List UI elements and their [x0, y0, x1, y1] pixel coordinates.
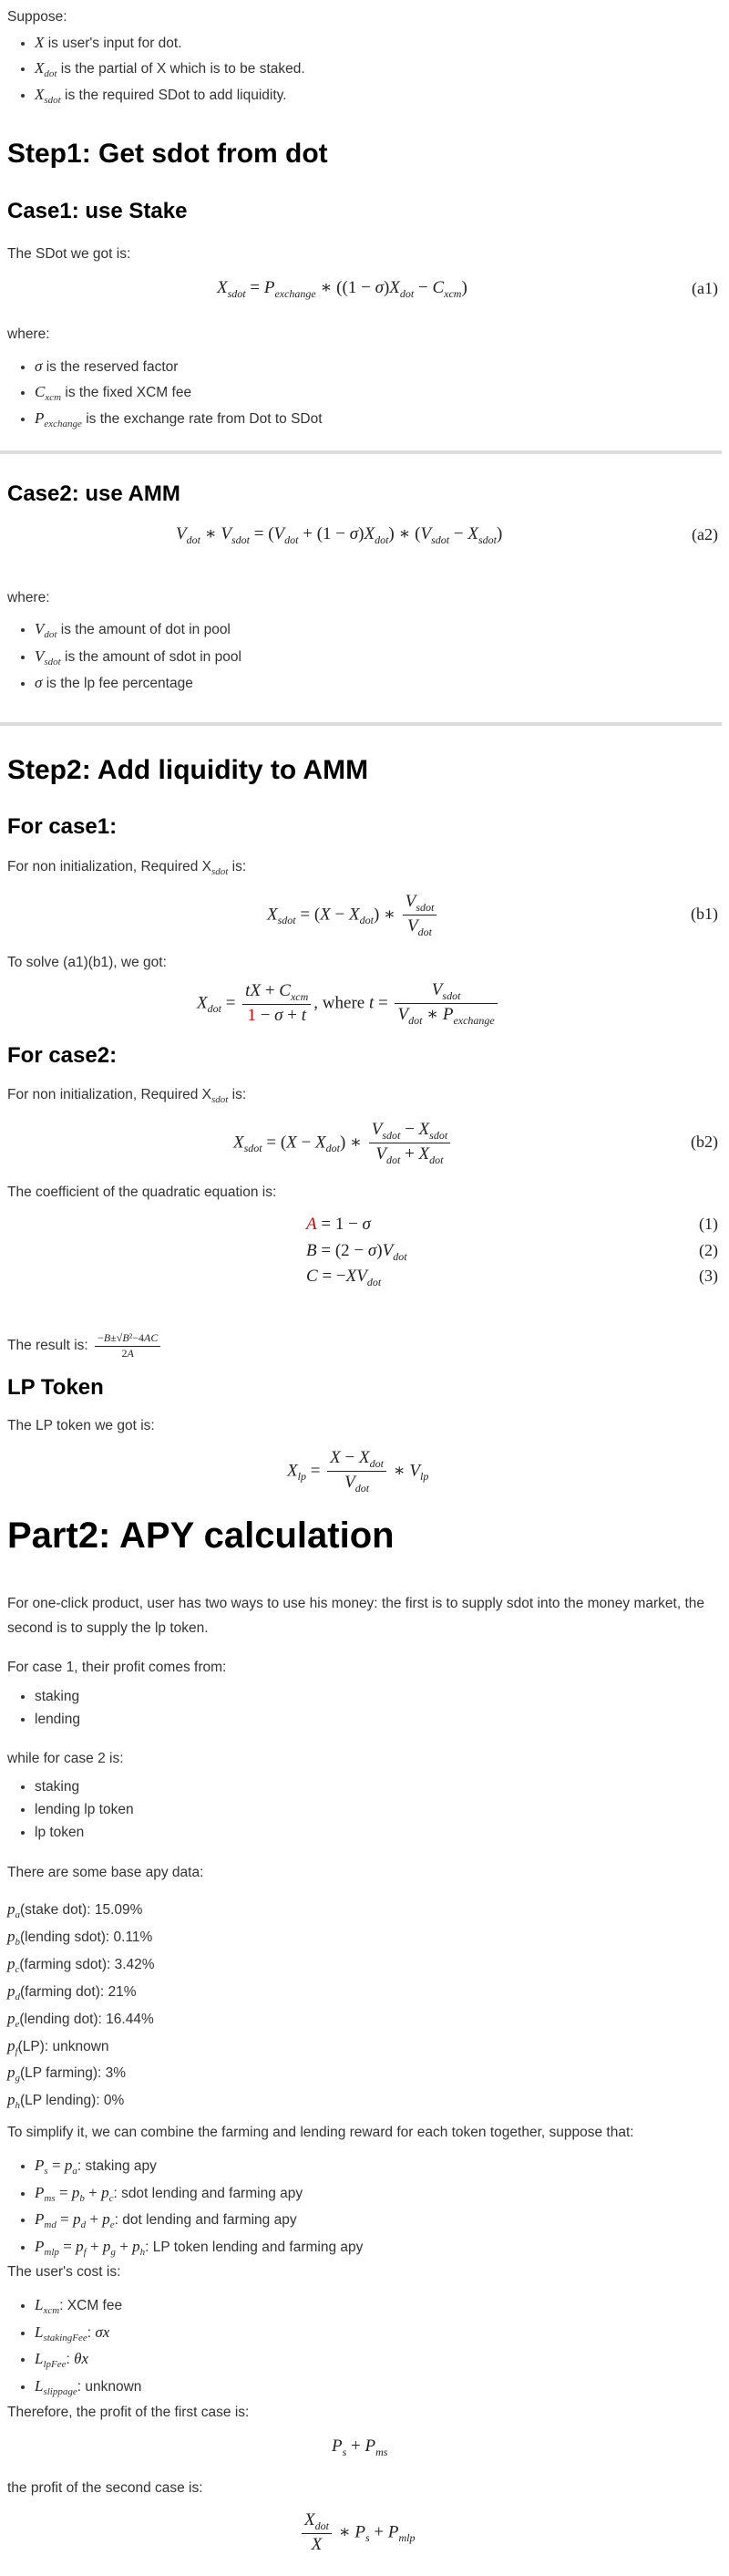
- equation-tag: (b2): [691, 1133, 718, 1151]
- apy-row: $p_d(farming$ dot): 21%: [7, 1981, 137, 2002]
- divider: [0, 722, 722, 726]
- apy-row: $p_h(LP$ lending): 0%: [7, 2091, 125, 2112]
- equation-a2: $V_{dot}$ ∗ $V_{sdot} = (V_{dot} + (1 - \sigma)X_{dot})$ ∗ $(V_{sdot} - X_{sdot})$ (a2): [176, 524, 718, 546]
- equation-tag: (2): [699, 1241, 718, 1259]
- equation-profit1: $P_s + P_{ms}$: [332, 2436, 388, 2458]
- suppose-list: [7, 30, 305, 109]
- list-item: • $P_{md} = p_d + p_e$: dot lending and farming apy: [35, 2207, 363, 2234]
- part2-intro: For one-click product, user has two ways to use his money: the first is to supply sdot into the money market, the second is to supply the lp token.: [7, 1596, 705, 1637]
- combined-apy-list: [7, 2153, 363, 2261]
- lp-intro: The LP token we got is:: [7, 1418, 155, 1433]
- equation-tag: (b1): [691, 905, 718, 923]
- apy-row: $p_a(stake$ dot): 15.09%: [7, 1900, 143, 1921]
- result-text: The result is: $\frac{\text{−B±√B²−4AC}}{2A}$: [7, 1331, 163, 1360]
- list-item: • $P_s = p_a$: staking apy: [35, 2153, 363, 2180]
- apy-row: $p_g(LP$ farming): 3%: [7, 2064, 127, 2085]
- list-item: • X is user's input for dot.: [35, 30, 305, 56]
- list-item: • $L_{slippage}$: unknown: [35, 2374, 141, 2401]
- lp-heading: LP Token: [7, 1375, 104, 1400]
- step2-case2-intro: For non initialization, Required $X_{sdot}$ is:: [7, 1087, 247, 1106]
- profit1-text: Therefore, the profit of the first case is:: [7, 2405, 250, 2420]
- case1-profit-intro: For case 1, their profit comes from:: [7, 1660, 227, 1675]
- list-item: • $V_{dot}$ is the amount of dot in pool: [35, 616, 241, 644]
- apy-row: $p_f(LP)$: unknown: [7, 2036, 109, 2057]
- list-item: • $L_{xcm}$: XCM fee: [35, 2292, 141, 2320]
- list-item: • $X_{sdot}$ is the required SDot to add liquidity.: [35, 82, 305, 109]
- step2-heading: Step2: Add liquidity to AMM: [7, 755, 369, 785]
- suppose-text: Suppose:: [7, 9, 67, 25]
- equation-lp: $X_{lp}$ = $\frac{X - X_{dot}}{V_{dot}}$ ∗ $V_{lp}$: [287, 1448, 429, 1495]
- cost-intro: The user's cost is:: [7, 2264, 121, 2280]
- solve-text: To solve (a1)(b1), we got:: [7, 955, 167, 970]
- list-item: • $C_{xcm}$ is the fixed XCM fee: [35, 379, 323, 407]
- list-item: • staking: [35, 1686, 80, 1709]
- case2-profit-intro: while for case 2 is:: [7, 1751, 124, 1766]
- base-apy-intro: There are some base apy data:: [7, 1865, 204, 1880]
- profit2-text: the profit of the second case is:: [7, 2480, 203, 2496]
- list-item: • $V_{sdot}$ is the amount of sdot in pool: [35, 644, 241, 671]
- where-word: , where: [313, 993, 369, 1013]
- list-item: • σ is the reserved factor: [35, 354, 323, 379]
- equation-b2: $X_{sdot} = (X - X_{dot})$ ∗ $\frac{V_{sdot} - X_{sdot}}{V_{dot} + X_{dot}}$ (b2): [233, 1120, 718, 1167]
- simplify-text: To simplify it, we can combine the farming and lending reward for each token together, suppose that:: [7, 2125, 634, 2140]
- result-formula: $\frac{\text{−B±√B²−4AC}}{2A}$: [95, 1331, 160, 1360]
- case1-where-list: [7, 354, 323, 433]
- equation-tag: (1): [699, 1215, 718, 1233]
- equation-b1: $X_{sdot} = (X - X_{dot})$ ∗ $\frac{V_{sdot}}{V_{dot}}$ (b1): [267, 892, 718, 939]
- step1-heading: Step1: Get sdot from dot: [7, 139, 328, 169]
- part2-heading: Part2: APY calculation: [7, 1516, 395, 1556]
- step2-case2-heading: For case2:: [7, 1043, 118, 1068]
- equation-coefficients: A = 1 − σ (1) $B = (2 - \sigma)V_{dot}$ (2) $C = -XV_{dot}$ (3): [306, 1215, 718, 1288]
- list-item: • $L_{stakingFee}$: σx: [35, 2320, 141, 2347]
- equation-solution: $X_{dot}$ = $\frac{tX + C_{xcm}}{1 - \sigma + t}$ , where t = $\frac{V_{sdot}}{V_{dot} ∗ P_{exchange}}$: [7, 978, 722, 1034]
- apy-row: $p_c(farming$ sdot): 3.42%: [7, 1954, 155, 1975]
- list-item: • $P_{ms} = p_b + p_c$: sdot lending and farming apy: [35, 2180, 363, 2208]
- where-text: where:: [7, 590, 50, 605]
- list-item: • $L_{lpFee}$: θx: [35, 2346, 141, 2374]
- case1-intro: The SDot we got is:: [7, 246, 131, 262]
- equation-profit2: $\frac{X_{dot}}{X}$ ∗ $P_s + P_{mlp}$: [7, 2506, 722, 2566]
- case1-profit-list: [7, 1686, 80, 1732]
- equation-tag: (3): [699, 1267, 718, 1285]
- list-item: • staking: [35, 1776, 134, 1799]
- equation-a1: $X_{sdot} = P_{exchange}$ ∗ $((1 - \sigma)X_{dot} - C_{xcm})$ (a1): [217, 278, 718, 300]
- divider: [0, 450, 722, 454]
- step2-case1-heading: For case1:: [7, 814, 118, 839]
- equation-tag: (a2): [692, 525, 718, 543]
- list-item: • lp token: [35, 1822, 134, 1845]
- apy-row: $p_e(lending$ dot): 16.44%: [7, 2009, 154, 2030]
- list-item: • lending: [35, 1709, 80, 1732]
- where-text: where:: [7, 326, 50, 342]
- list-item: • $X_{dot}$ is the partial of X which is to be staked.: [35, 56, 305, 83]
- list-item: • σ is the lp fee percentage: [35, 670, 241, 696]
- case1-heading: Case1: use Stake: [7, 199, 188, 223]
- list-item: • lending lp token: [35, 1799, 134, 1822]
- cost-list: [7, 2292, 141, 2401]
- step2-case1-intro: For non initialization, Required $X_{sdot}$ is:: [7, 859, 247, 878]
- equation-tag: (a1): [692, 279, 718, 297]
- list-item: • $P_{exchange}$ is the exchange rate from Dot to SDot: [35, 406, 323, 433]
- case2-heading: Case2: use AMM: [7, 481, 180, 506]
- case2-where-list: [7, 616, 241, 696]
- apy-row: $p_b(lending$ sdot): 0.11%: [7, 1927, 153, 1948]
- case2-profit-list: [7, 1776, 134, 1844]
- list-item: • $P_{mlp} = p_f + p_g + p_h$: LP token lending and farming apy: [35, 2234, 363, 2261]
- coef-text: The coefficient of the quadratic equation is:: [7, 1185, 277, 1200]
- base-apy-list: [7, 1897, 155, 2115]
